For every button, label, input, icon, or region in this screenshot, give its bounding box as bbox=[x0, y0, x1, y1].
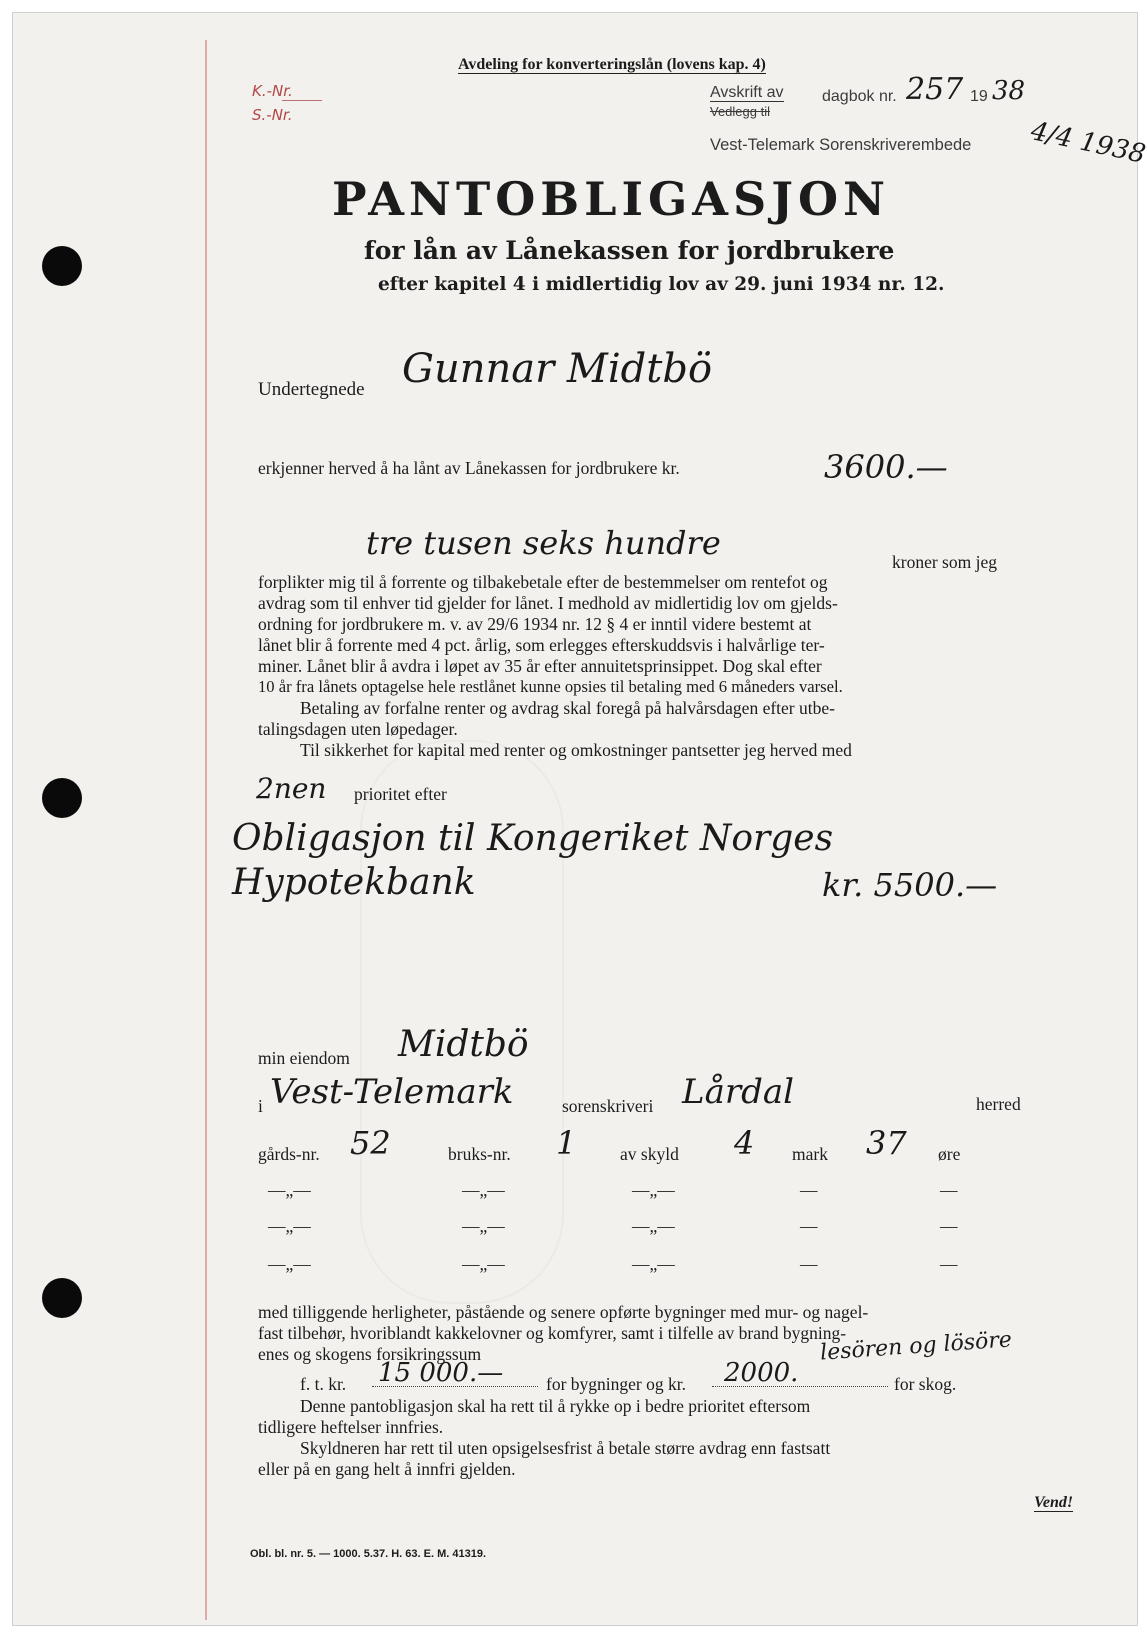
bruks-number: 1 bbox=[556, 1124, 577, 1162]
loan-amount: 3600.— bbox=[824, 448, 948, 486]
appurtenance-line-2: fast tilbehør, hvoriblandt kakkelovner og komfyrer, samt i tilfelle av brand bygning- bbox=[258, 1323, 847, 1343]
terms-line-3: ordning for jordbrukere m. v. av 29/6 1934 nr. 12 § 4 er inntil videre bestemt at bbox=[258, 614, 812, 634]
vedlegg-label: Vedlegg til bbox=[710, 104, 770, 119]
gards-label: gårds-nr. bbox=[258, 1144, 320, 1164]
herred-label: herred bbox=[976, 1094, 1021, 1114]
k-nr-line bbox=[282, 100, 322, 101]
terms-line-1: forplikter mig til å forrente og tilbakebetale efter de bestemmelser om rentefot og bbox=[258, 572, 828, 592]
buildings-label: for bygninger og kr. bbox=[546, 1374, 686, 1394]
ditto-cell: — bbox=[940, 1254, 958, 1274]
dagbok-label: dagbok nr. bbox=[822, 88, 897, 105]
ft-label: f. t. kr. bbox=[300, 1374, 347, 1394]
bruks-label: bruks-nr. bbox=[448, 1144, 511, 1164]
property-municipality: Lårdal bbox=[682, 1072, 795, 1112]
year-prefix: 19 bbox=[970, 88, 988, 105]
forest-note: lesören og lösöre bbox=[819, 1327, 1013, 1366]
margin-rule bbox=[205, 40, 207, 1620]
ditto-cell: —„— bbox=[268, 1254, 311, 1274]
ditto-cell: —„— bbox=[268, 1216, 311, 1236]
ditto-cell: — bbox=[940, 1216, 958, 1236]
dagbok-number: 257 bbox=[906, 72, 964, 107]
property-label: min eiendom bbox=[258, 1048, 350, 1068]
ditto-cell: —„— bbox=[632, 1216, 675, 1236]
forest-label: for skog. bbox=[894, 1374, 957, 1394]
security-line: Til sikkerhet for kapital med renter og omkostninger pantsetter jeg herved med bbox=[300, 740, 852, 760]
mark-value: 4 bbox=[734, 1124, 755, 1162]
department-heading: Avdeling for konverteringslån (lovens kap. 4) bbox=[458, 56, 766, 73]
priority-clause-line-2: tidligere heftelser innfries. bbox=[258, 1417, 444, 1437]
ore-value: 37 bbox=[866, 1124, 907, 1162]
debtor-label: Undertegnede bbox=[258, 379, 365, 400]
ditto-cell: — bbox=[800, 1254, 818, 1274]
terms-line-2: avdrag som til enhver tid gjelder for lånet. I medhold av midlertidig lov om gjelds- bbox=[258, 593, 838, 613]
priority-clause-line-1: Denne pantobligasjon skal ha rett til å rykke op i bedre prioritet eftersom bbox=[300, 1396, 811, 1416]
form-reference: Obl. bl. nr. 5. — 1000. 5.37. H. 63. E. M. 41319. bbox=[250, 1548, 487, 1560]
document-title: PANTOBLIGASJON bbox=[332, 172, 891, 226]
property-district: Vest-Telemark bbox=[270, 1072, 514, 1112]
ditto-cell: —„— bbox=[268, 1180, 311, 1200]
property-i-label: i bbox=[258, 1096, 263, 1116]
document-subtitle: for lån av Lånekassen for jordbrukere bbox=[364, 236, 895, 265]
priority-rank: 2nen bbox=[256, 772, 327, 805]
vend-label: Vend! bbox=[1034, 1494, 1074, 1511]
forest-amount: 2000. bbox=[724, 1358, 799, 1388]
debtor-name: Gunnar Midtbö bbox=[402, 346, 713, 392]
appurtenance-line-1: med tilliggende herligheter, påstående og senere opførte bygninger med mur- og nagel- bbox=[258, 1302, 869, 1322]
appurtenance-line-3: enes og skogens forsikringssum bbox=[258, 1344, 482, 1364]
terms-line-6: 10 år fra lånets optagelse hele restlånet kunne opsies til betaling med 6 måneders varsel. bbox=[258, 677, 843, 696]
ditto-cell: — bbox=[940, 1180, 958, 1200]
payment-line-2: talingsdagen uten løpedager. bbox=[258, 719, 458, 739]
ore-label: øre bbox=[938, 1144, 961, 1164]
mark-label: mark bbox=[792, 1144, 828, 1164]
punch-hole-bottom bbox=[42, 1278, 82, 1318]
sorenskriveri-label: sorenskriveri bbox=[562, 1096, 654, 1116]
loan-acknowledgement: erkjenner herved å ha lånt av Lånekassen for jordbrukere kr. bbox=[258, 458, 680, 478]
k-nr-label: K.-Nr. bbox=[252, 82, 293, 100]
avskrift-label: Avskrift av bbox=[710, 84, 784, 101]
ditto-cell: —„— bbox=[632, 1254, 675, 1274]
punch-hole-top bbox=[42, 246, 82, 286]
office-name: Vest-Telemark Sorenskriverembede bbox=[710, 136, 972, 154]
ditto-cell: —„— bbox=[462, 1216, 505, 1236]
ditto-cell: — bbox=[800, 1180, 818, 1200]
repayment-clause-line-2: eller på en gang helt å innfri gjelden. bbox=[258, 1459, 516, 1479]
kroner-label: kroner som jeg bbox=[892, 552, 997, 572]
loan-amount-words: tre tusen seks hundre bbox=[366, 524, 721, 562]
buildings-amount: 15 000.— bbox=[378, 1358, 504, 1388]
priority-label: prioritet efter bbox=[354, 784, 447, 804]
ditto-cell: —„— bbox=[632, 1180, 675, 1200]
property-name: Midtbö bbox=[398, 1024, 529, 1065]
law-reference: efter kapitel 4 i midlertidig lov av 29. juni 1934 nr. 12. bbox=[378, 274, 945, 295]
skyld-label: av skyld bbox=[620, 1144, 679, 1164]
ditto-cell: — bbox=[800, 1216, 818, 1236]
gards-number: 52 bbox=[350, 1124, 391, 1162]
payment-line-1: Betaling av forfalne renter og avdrag skal foregå på halvårsdagen efter utbe- bbox=[300, 698, 835, 718]
year-suffix: 38 bbox=[992, 76, 1026, 106]
terms-line-4: lånet blir å forrente med 4 pct. årlig, som erlegges efterskuddsvis i halvårlige ter- bbox=[258, 635, 825, 655]
terms-line-5: miner. Lånet blir å avdra i løpet av 35 år efter annuitetsprinsippet. Dog skal efter bbox=[258, 656, 822, 676]
prior-obligation-line-1: Obligasjon til Kongeriket Norges bbox=[232, 818, 834, 859]
ditto-cell: —„— bbox=[462, 1254, 505, 1274]
punch-hole-middle bbox=[42, 778, 82, 818]
s-nr-label: S.-Nr. bbox=[252, 106, 293, 124]
prior-obligation-line-2: Hypotekbank bbox=[232, 862, 476, 903]
registration-date: 4/4 1938 bbox=[1028, 116, 1148, 170]
ditto-cell: —„— bbox=[462, 1180, 505, 1200]
prior-obligation-amount: kr. 5500.— bbox=[822, 866, 998, 904]
repayment-clause-line-1: Skyldneren har rett til uten opsigelsesfrist å betale større avdrag enn fastsatt bbox=[300, 1438, 831, 1458]
